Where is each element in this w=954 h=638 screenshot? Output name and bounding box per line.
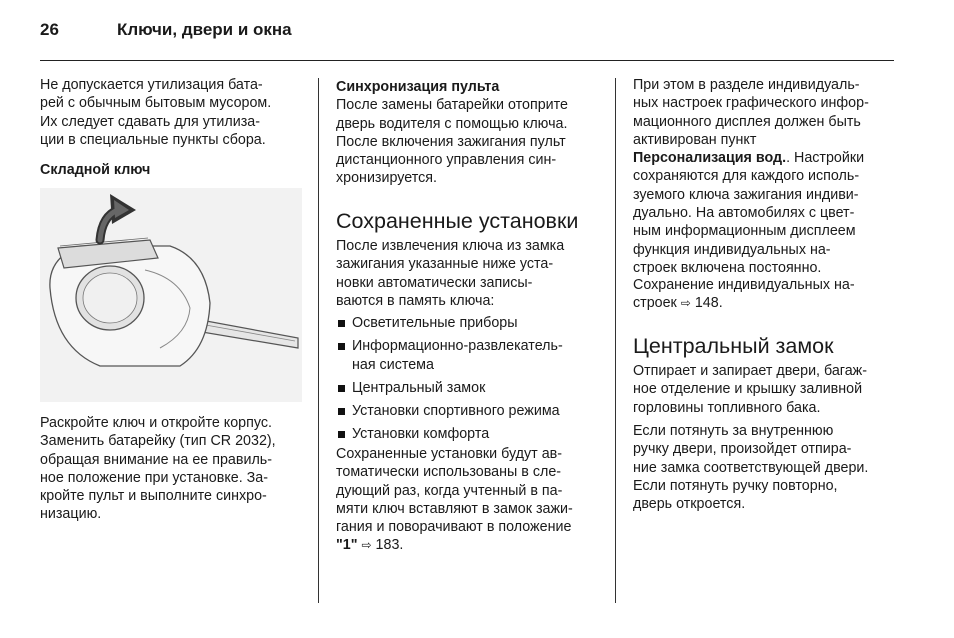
text-line: Отпирает и запирает двери, багаж- <box>633 363 867 379</box>
menu-item-personalization: Персонализация вод. <box>633 150 787 167</box>
list-item <box>336 314 598 332</box>
text-line: ручку двери, произойдет отпира- <box>633 441 852 458</box>
column-divider-left <box>318 78 319 603</box>
text-line: Если потянуть ручку повторно, <box>633 477 838 494</box>
text-line: Раскройте ключ и откройте корпус. <box>40 415 272 431</box>
battery-disposal-paragraph <box>40 76 302 149</box>
list-item <box>336 337 598 374</box>
text-line: зажигания указанные ниже уста- <box>336 256 554 273</box>
bullet-square <box>338 320 345 327</box>
door-handle-paragraph <box>633 422 895 513</box>
text-line: дверь водителя с помощью ключа. <box>336 115 568 132</box>
text-line: томатически использованы в сле- <box>336 464 562 481</box>
text-line: ное положение при установке. За- <box>40 469 268 486</box>
text-line: низацию. <box>40 506 102 523</box>
list-item-text: Осветительные приборы <box>352 315 518 331</box>
text-line: активирован пункт <box>633 131 757 148</box>
central-lock-paragraph <box>633 362 895 417</box>
folding-key-subheading: Складной ключ <box>40 162 151 178</box>
text-line: хронизируется. <box>336 170 437 187</box>
text-fragment: строек <box>633 295 677 312</box>
text-line: дистанционного управления син- <box>336 152 557 169</box>
list-item <box>336 402 598 420</box>
list-item-text: Установки спортивного режима <box>352 403 560 420</box>
saving-settings-paragraph <box>633 276 895 313</box>
list-item <box>336 425 598 443</box>
text-line: При этом в разделе индивидуаль- <box>633 77 860 93</box>
text-line: ции в специальные пункты сбора. <box>40 131 266 148</box>
text-line: дверь откроется. <box>633 496 746 513</box>
list-item-text: Установки комфорта <box>352 426 490 443</box>
bullet-square <box>338 385 345 392</box>
list-item <box>336 379 598 397</box>
text-line <box>633 294 895 312</box>
text-line: обращая внимание на ее правиль- <box>40 451 273 468</box>
text-line: строек включена постоянно. <box>633 259 822 276</box>
remote-sync-block <box>336 78 598 188</box>
bullet-square <box>338 343 345 350</box>
text-line: ных настроек графического инфор- <box>633 95 869 112</box>
text-line: ваются в память ключа: <box>336 292 495 309</box>
text-line <box>633 149 895 167</box>
central-lock-heading: Центральный замок <box>633 334 834 358</box>
page-reference-arrow-icon: ⇨ <box>361 538 372 553</box>
text-line: новки автоматически записы- <box>336 274 533 291</box>
text-line: ное отделение и крышку заливной <box>633 381 863 398</box>
text-line: рей с обычным бытовым мусором. <box>40 95 272 112</box>
list-item-text: Центральный замок <box>352 379 486 396</box>
bullet-square <box>338 408 345 415</box>
text-line: ние замка соответствующей двери. <box>633 459 869 476</box>
text-line: мяти ключ вставляют в замок зажи- <box>336 500 573 517</box>
text-line: Заменить батарейку (тип CR 2032), <box>40 433 276 450</box>
saved-settings-list <box>336 314 598 449</box>
saved-settings-closing <box>336 445 598 555</box>
text-line: сохраняются для каждого исполь- <box>633 168 860 185</box>
text-line: мационного дисплея должен быть <box>633 113 861 130</box>
personalization-paragraph <box>633 76 895 277</box>
text-line: дующий раз, когда учтенный в па- <box>336 482 563 499</box>
text-line: Их следует сдавать для утилиза- <box>40 113 261 130</box>
text-line: Если потянуть за внутреннюю <box>633 423 834 439</box>
saved-settings-intro <box>336 237 598 310</box>
text-line: После замены батарейки отоприте <box>336 97 569 114</box>
text-line: кройте пульт и выполните синхро- <box>40 488 267 505</box>
text-line: Сохранение индивидуальных на- <box>633 277 855 293</box>
text-line: Сохраненные установки будут ав- <box>336 446 562 462</box>
text-fragment: . Настройки <box>786 150 865 167</box>
list-item-text: ная система <box>352 356 434 373</box>
list-item-text: Информационно-развлекатель- <box>352 338 563 355</box>
text-line: дуально. На автомобилях с цвет- <box>633 205 855 222</box>
page-number: 26 <box>40 20 59 39</box>
page-reference: 148. <box>694 295 723 312</box>
text-line: горловины топливного бака. <box>633 399 821 416</box>
text-line: После включения зажигания пульт <box>336 133 566 150</box>
bullet-square <box>338 431 345 438</box>
battery-replace-paragraph <box>40 414 302 524</box>
page-reference: 183. <box>375 537 404 554</box>
text-line: Не допускается утилизация бата- <box>40 77 263 93</box>
page-reference-arrow-icon: ⇨ <box>680 296 691 311</box>
text-line: гания и поворачивают в положение <box>336 519 572 536</box>
folding-key-illustration <box>40 188 302 402</box>
text-line <box>336 536 598 554</box>
text-line: После извлечения ключа из замка <box>336 238 565 254</box>
text-line: функция индивидуальных на- <box>633 241 831 258</box>
remote-sync-heading: Синхронизация пульта <box>336 79 500 95</box>
ignition-position: "1" <box>336 537 358 554</box>
column-divider-right <box>615 78 616 603</box>
text-line: ным информационным дисплеем <box>633 223 856 240</box>
header-rule <box>40 60 894 61</box>
text-line: зуемого ключа зажигания индиви- <box>633 186 859 203</box>
saved-settings-heading: Сохраненные установки <box>336 209 579 233</box>
page-header-title: Ключи, двери и окна <box>117 20 292 39</box>
